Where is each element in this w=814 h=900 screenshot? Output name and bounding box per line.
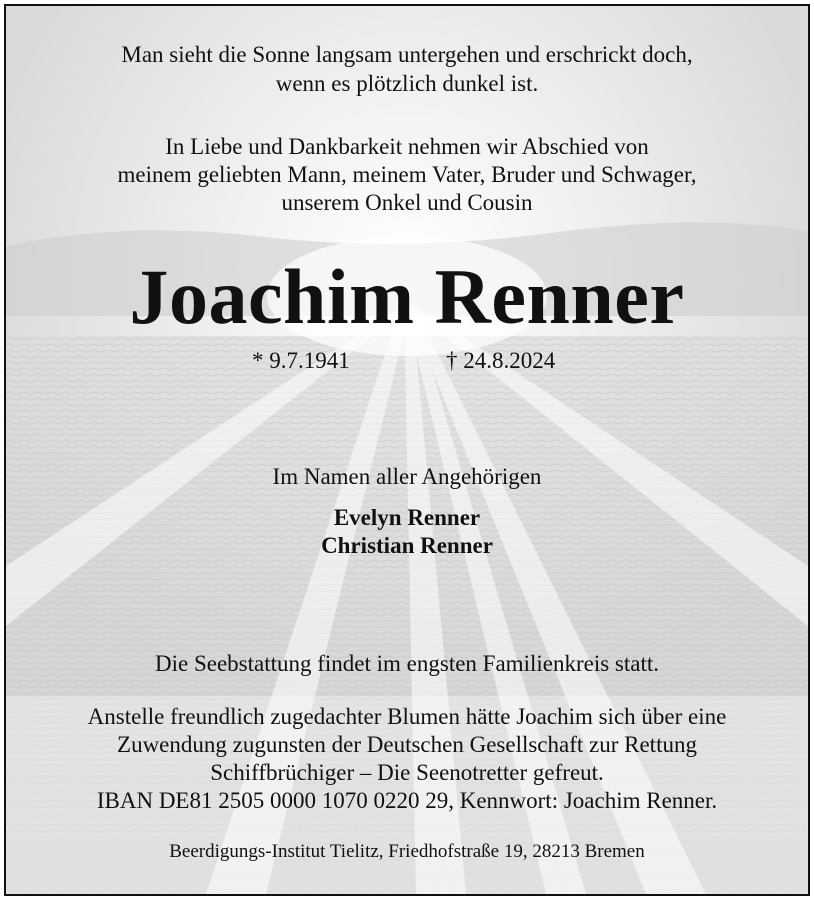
intro-line-3: unserem Onkel und Cousin <box>281 190 533 215</box>
verse-line-2: wenn es plötzlich dunkel ist. <box>275 71 539 96</box>
death-date: † 24.8.2024 <box>446 348 556 373</box>
verse-line-1: Man sieht die Sonne langsam untergehen und erschrickt doch, <box>121 42 693 67</box>
intro-line-1: In Liebe und Dankbarkeit nehmen wir Abschied von <box>165 134 649 159</box>
obituary-notice <box>4 4 810 896</box>
donation-line-3: Schiffbrüchiger – Die Seenotretter gefreut. <box>210 760 604 785</box>
intro-line-2: meinem geliebten Mann, meinem Vater, Bruder und Schwager, <box>117 162 697 187</box>
donation-line-1: Anstelle freundlich zugedachter Blumen hätte Joachim sich über eine <box>87 704 727 729</box>
donation-iban: IBAN DE81 2505 0000 1070 0220 29, Kennwort: Joachim Renner. <box>96 788 718 813</box>
donation-line-2: Zuwendung zugunsten der Deutschen Gesellschaft zur Rettung <box>117 732 697 757</box>
mourner-name-1: Evelyn Renner <box>333 505 481 530</box>
burial-info: Die Seebstattung findet im engsten Familienkreis statt. <box>155 651 659 676</box>
birth-date: * 9.7.1941 <box>252 348 350 373</box>
mourner-name-2: Christian Renner <box>321 533 493 558</box>
notice-content <box>6 6 808 894</box>
deceased-name: Joachim Renner <box>129 253 685 340</box>
mourners-intro: Im Namen aller Angehörigen <box>272 464 542 489</box>
funeral-home: Beerdigungs-Institut Tielitz, Friedhofstraße 19, 28213 Bremen <box>169 841 645 862</box>
